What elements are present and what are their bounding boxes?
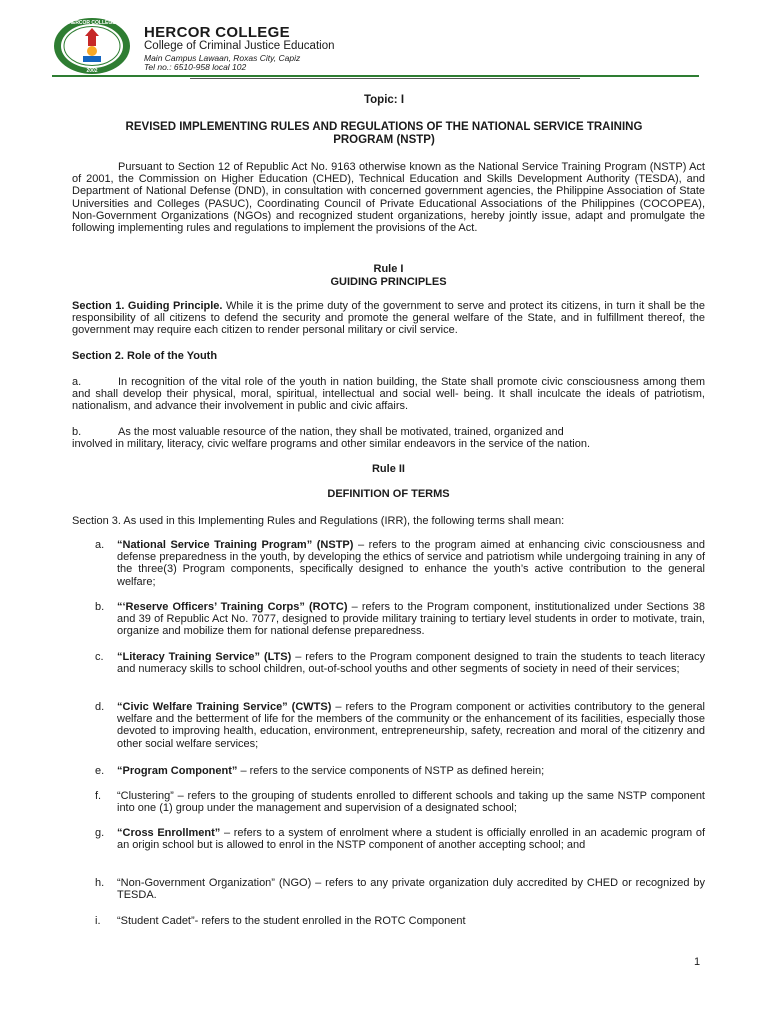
rule-1-label: Rule I (373, 263, 404, 275)
definition-item (95, 765, 705, 777)
definition-letter: c. (95, 651, 104, 663)
definition-term: “Literacy Training Service” (LTS) (117, 651, 292, 663)
section-1-paragraph (72, 300, 705, 337)
definition-letter: f. (95, 790, 102, 802)
definition-item (95, 877, 705, 901)
section-2b-line2: involved in military, literacy, civic welfare programs and other similar endeavors in the service of the nation. (72, 438, 591, 451)
definition-letter: i. (95, 915, 101, 927)
college-address: Main Campus Lawaan, Roxas City, Capiz (144, 53, 301, 63)
definition-text: “Non-Government Organization” (NGO) – refers to any private organization duly accredited by CHED or recognized by TESDA. (117, 877, 705, 902)
definition-term: “‘Reserve Officers’ Training Corps” (ROTC) (117, 601, 348, 613)
header-divider-dark (190, 78, 580, 79)
section-1-title: Section 1. Guiding Principle. (72, 300, 223, 312)
college-department: College of Criminal Justice Education (144, 40, 335, 52)
header-divider-green (52, 75, 699, 77)
definition-term: “Cross Enrollment” (117, 827, 221, 839)
rule-2-label: Rule II (371, 463, 405, 475)
college-seal-logo (52, 16, 132, 76)
definition-letter: a. (95, 539, 105, 551)
definition-item (95, 827, 705, 851)
definition-letter: h. (95, 877, 105, 889)
intro-paragraph: Pursuant to Section 12 of Republic Act No. 9163 otherwise known as the National Service Training Program (NSTP) Act of 2001, the Commission on Higher Education (CHED), Technical Education and Skills Development Authority (TESDA), and Department of National Defense (DND), in consultation with concerned government agencies, the Philippine Association of State Universities and Colleges (PASUC), Coordinating Council of Private Educational Associations of the Philippines (COCOPEA), Non-Government Organizations (NGOs) and recognized student organizations, hereby jointly issue, adapt and promulgate the following implementing rules and regulations to implement the provisions of the Act. (72, 161, 705, 235)
section-2a-marker: a. (72, 376, 82, 388)
definition-term: “National Service Training Program” (NSTP) (117, 539, 354, 551)
section-2b-marker: b. (72, 426, 82, 438)
definition-text: – refers to the service components of NSTP as defined herein; (237, 765, 545, 777)
definition-item (95, 701, 705, 750)
definition-letter: d. (95, 701, 105, 713)
definition-letter: b. (95, 601, 105, 613)
definition-text: – refers to the grouping of students enrolled to different schools and taking up the same NSTP component into one (1) group under the management and supervision of a designated school; (117, 790, 705, 815)
definition-term: “Civic Welfare Training Service” (CWTS) (117, 701, 332, 713)
rule-2-heading: DEFINITION OF TERMS (327, 488, 450, 500)
section-2-title: Section 2. Role of the Youth (72, 350, 218, 362)
definition-text: – refers to the program aimed at enhancing civic consciousness and defense preparedness in the youth, by developing the ethics of service and patriotism while undergoing training in any of the three(3) Program components, specifically designed to enhance the youth’s active contribution to the general welfare; (117, 539, 705, 588)
topic-heading: Topic: I (363, 94, 405, 106)
definition-text: – refers to the Program component designed to train the students to teach literacy and numeracy skills to school children, out-of-school youths and other segments of society in need of their services; (117, 651, 705, 676)
section-2a-text: In recognition of the vital role of the youth in nation building, the State shall promote civic consciousness among them and shall develop their physical, moral, spiritual, intellectual and social well- being. It shall inculcate the ideals of patriotism, nationalism, and advance their involvement in public and civic affairs. (72, 376, 705, 413)
definition-term: “Program Component” (117, 765, 238, 777)
page-number: 1 (694, 956, 701, 968)
svg-text:HERCOR COLLEGE: HERCOR COLLEGE (68, 20, 116, 26)
section-3-intro: Section 3. As used in this Implementing Rules and Regulations (IRR), the following terms shall mean: (72, 515, 565, 527)
section-2a-paragraph (72, 376, 705, 413)
section-1-text: While it is the prime duty of the government to serve and protect its citizens, in turn it shall be the responsibility of all citizens to defend the security and promote the general welfare of the State, and in fulfillment thereof, the government may require each citizen to render personal military or civil service. (72, 300, 705, 337)
definition-item (95, 601, 705, 638)
section-2b-line1: As the most valuable resource of the nation, they shall be motivated, trained, organized and (118, 426, 564, 438)
college-telephone: Tel no.: 6510-958 local 102 (144, 62, 247, 72)
section-2b-paragraph (72, 426, 705, 450)
definition-letter: e. (95, 765, 105, 777)
definition-item (95, 915, 705, 927)
document-title: REVISED IMPLEMENTING RULES AND REGULATIONS OF THE NATIONAL SERVICE TRAINING PROGRAM (NSTP) (125, 121, 643, 146)
definition-text: – refers to the Program component or activities contributory to the general welfare and the betterment of life for the members of the community or the enhancement of its facilities, especially those devoted to improving health, education, environment, entrepreneurship, safety, recreation and moral of the citizenry and other social welfare services; (117, 701, 705, 750)
definition-term: “Clustering” (117, 790, 174, 802)
svg-text:2002: 2002 (86, 68, 98, 74)
definition-text: – refers to a system of enrolment where a student is officially enrolled in an academic program of an origin school but is allowed to enrol in the NSTP component of another accepting school; and (117, 827, 706, 852)
definition-item (95, 539, 705, 588)
definition-text: “Student Cadet”- refers to the student enrolled in the ROTC Component (117, 915, 466, 927)
definition-item (95, 651, 705, 675)
college-name: HERCOR COLLEGE (144, 24, 290, 41)
definition-letter: g. (95, 827, 105, 839)
definition-item (95, 790, 705, 814)
definition-text: – refers to the Program component, institutionalized under Sections 38 and 39 of Republic Act No. 7077, designed to provide military training to tertiary level students in order to motivate, train, organize and mobilize them for national defense preparedness. (117, 601, 705, 638)
rule-1-heading: GUIDING PRINCIPLES (330, 276, 447, 288)
